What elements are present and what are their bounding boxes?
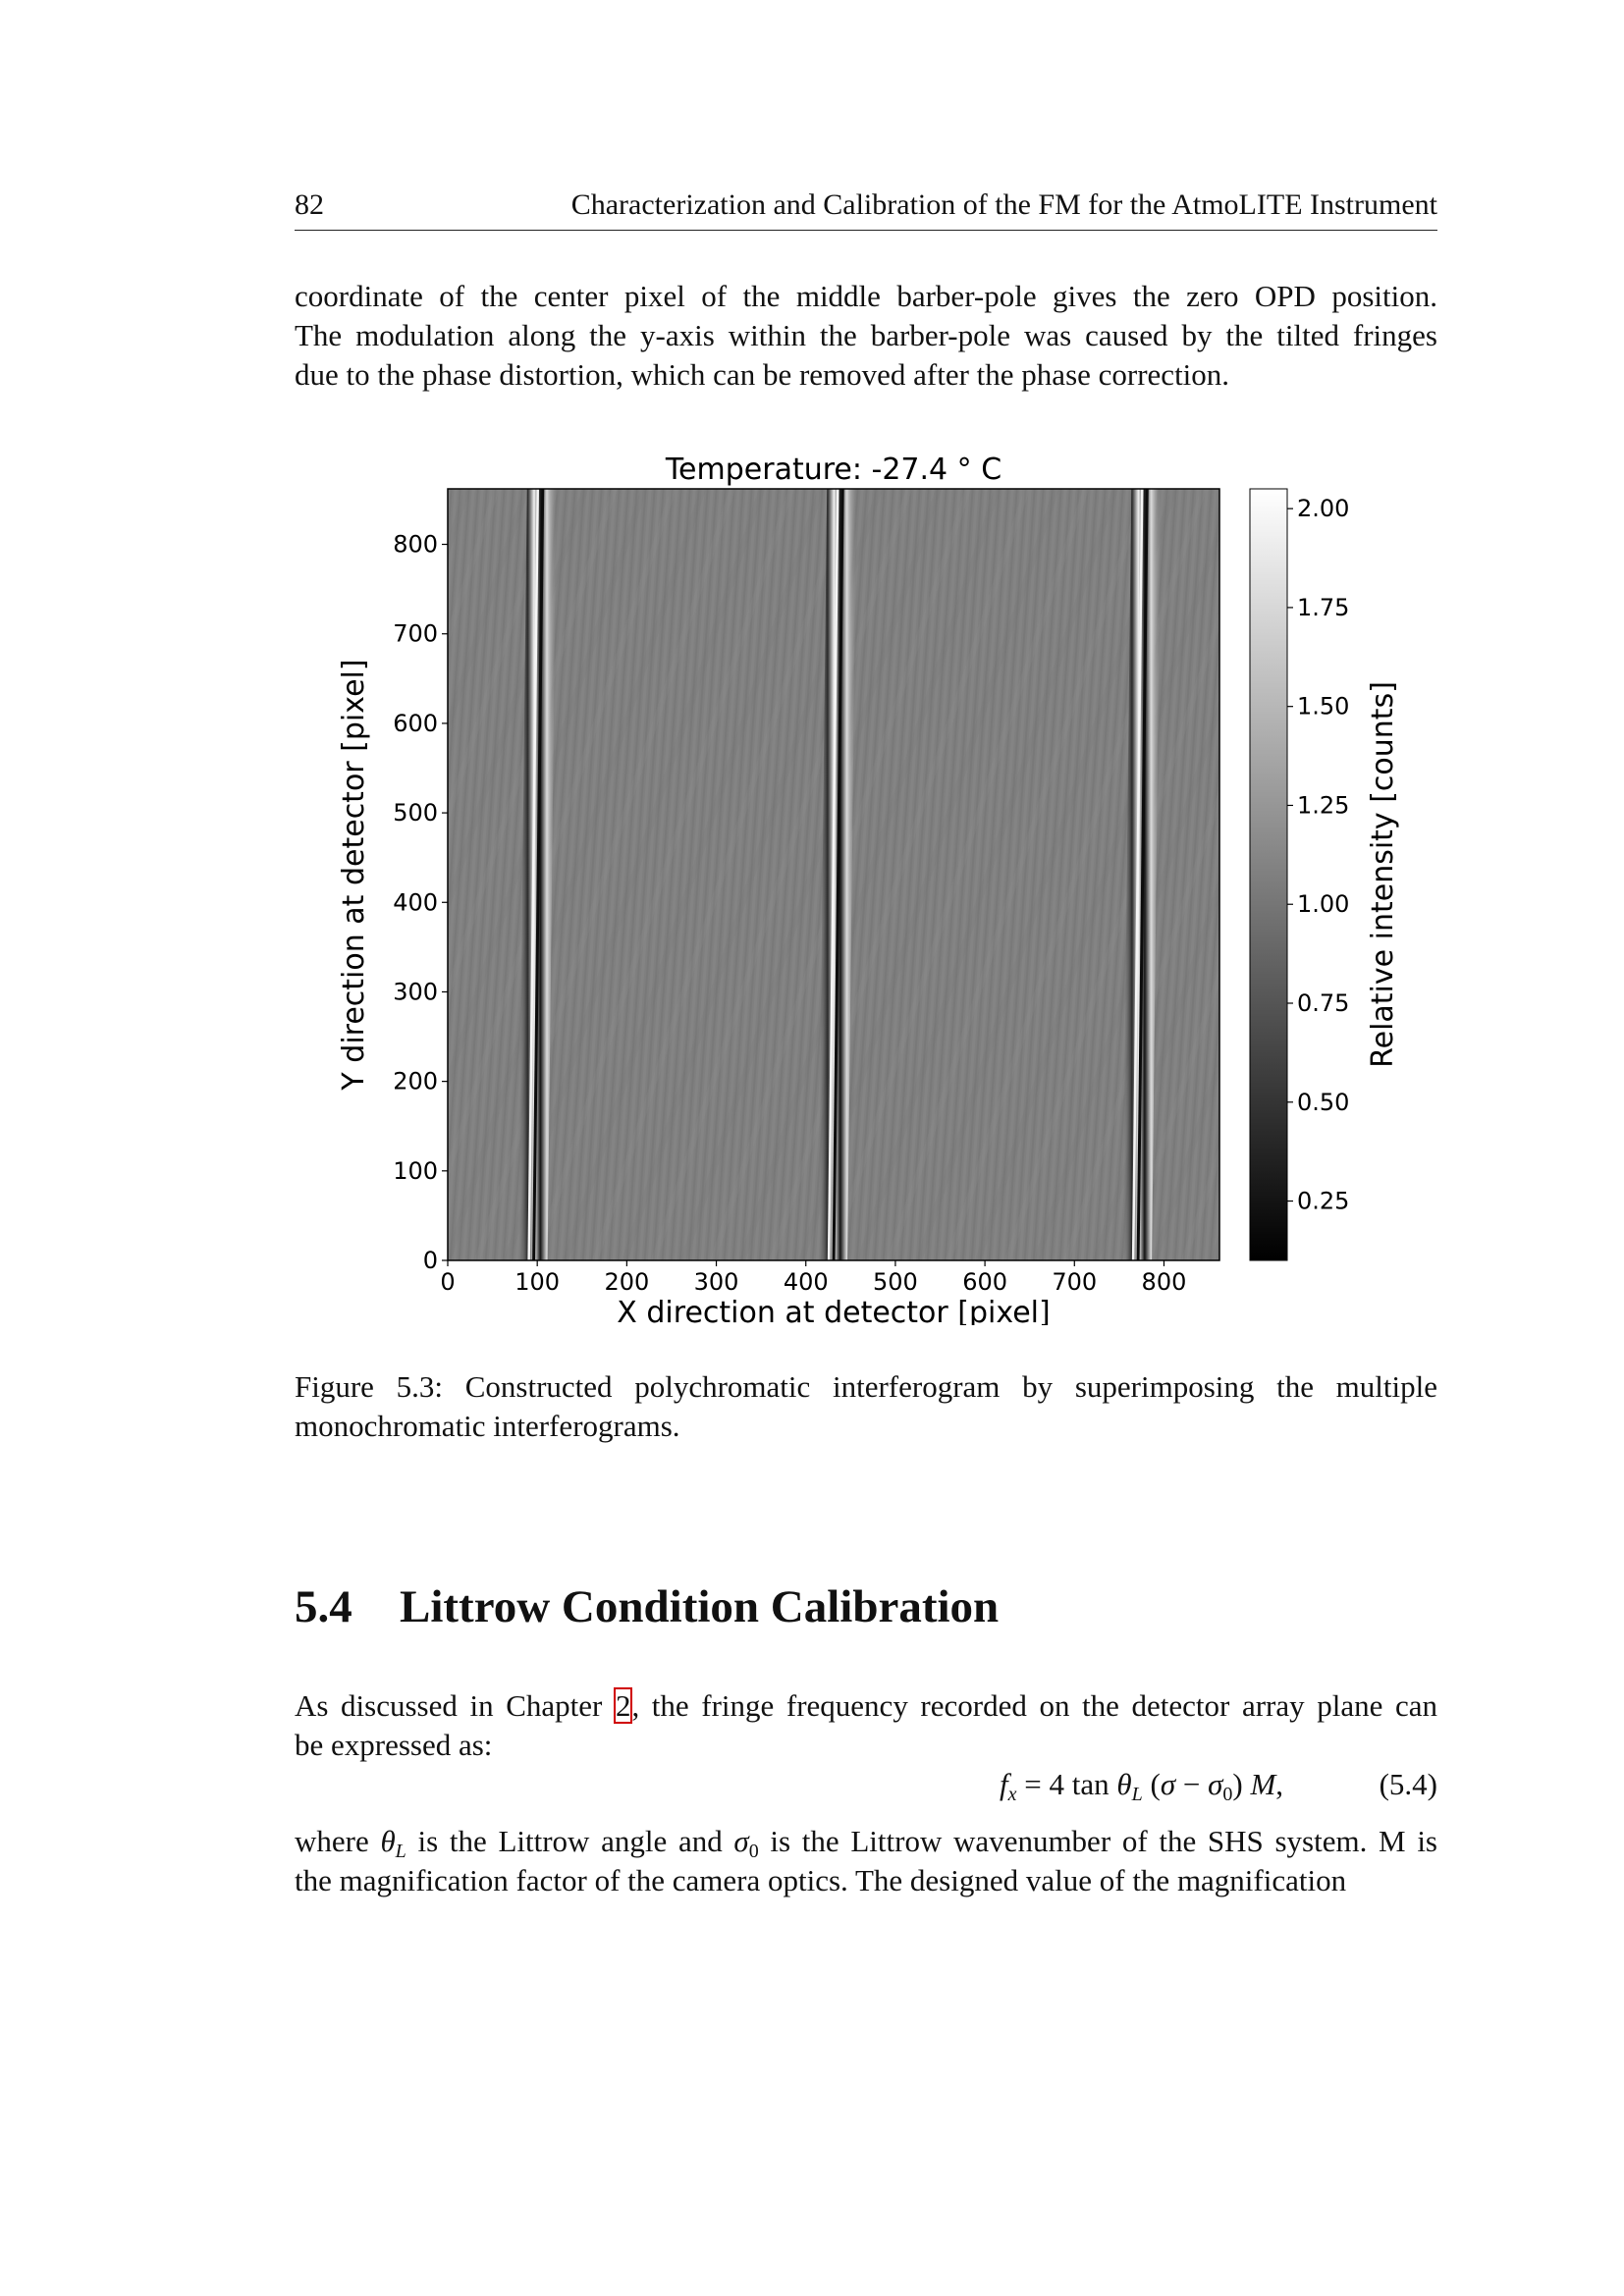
intro-paragraph (295, 277, 1437, 395)
text-line: The modulation along the y-axis within the barber-pole was caused by the tilted fringes (295, 318, 1437, 352)
text-span: is the Littrow angle and (406, 1824, 734, 1858)
page-header (295, 188, 1437, 231)
text-line: be expressed as: (295, 1728, 493, 1762)
colorbar-tick-label: 2.00 (1297, 495, 1350, 523)
y-tick-label: 600 (393, 709, 438, 737)
colorbar-tick-label: 0.75 (1297, 989, 1350, 1017)
x-tick-label: 800 (1141, 1268, 1187, 1296)
interferogram-chart (334, 442, 1414, 1325)
caption-line: Figure 5.3: Constructed polychromatic interferogram by superimposing the multiple (295, 1369, 1437, 1404)
body-paragraph (295, 1686, 1437, 1765)
colorbar-tick-label: 1.50 (1297, 692, 1350, 721)
x-tick-label: 500 (873, 1268, 918, 1296)
text-span: is the Littrow wavenumber of the SHS system. M is (758, 1824, 1437, 1858)
y-tick-label: 100 (393, 1156, 438, 1185)
y-tick-label: 800 (393, 530, 438, 559)
caption-line: monochromatic interferograms. (295, 1409, 680, 1443)
colorbar-tick-label: 1.00 (1297, 890, 1350, 919)
x-tick-label: 400 (783, 1268, 829, 1296)
x-tick-label: 700 (1052, 1268, 1098, 1296)
chapter-reference-link[interactable]: 2 (615, 1688, 631, 1723)
figure-interferogram (334, 442, 1414, 1325)
text-span: where (295, 1824, 381, 1858)
text-line: where $\theta_L$ is the Littrow angle and $\sigma_0$ is the Littrow wavenumber of the SHS system. M is (295, 1824, 1437, 1862)
running-title: Characterization and Calibration of the FM for the AtmoLITE Instrument (570, 188, 1437, 221)
x-axis-label: X direction at detector [pixel] (617, 1296, 1051, 1325)
body-paragraph (295, 1822, 1437, 1900)
text-line (295, 1686, 1437, 1726)
text-line: the magnification factor of the camera optics. The designed value of the magnification (295, 1863, 1347, 1897)
equation-body: $f_x = 4$ $\tan \theta_L$ $(\sigma - \sigma_0)$ M, (1000, 1767, 1284, 1805)
y-tick-label: 200 (393, 1067, 438, 1095)
x-tick-label: 600 (962, 1268, 1008, 1296)
colorbar-tick-label: 0.50 (1297, 1088, 1350, 1116)
x-tick-label: 300 (693, 1268, 739, 1296)
section-title: Littrow Condition Calibration (400, 1581, 1000, 1632)
colorbar-label: Relative intensity [counts] (1366, 681, 1400, 1068)
x-tick-label: 0 (440, 1268, 456, 1296)
text-line: coordinate of the center pixel of the middle barber-pole gives the zero OPD position. (295, 279, 1437, 313)
y-tick-label: 400 (393, 888, 438, 917)
y-tick-label: 500 (393, 799, 438, 828)
text-span: As discussed in Chapter (295, 1688, 615, 1723)
section-number: 5.4 (295, 1581, 352, 1632)
text-line: due to the phase distortion, which can be removed after the phase correction. (295, 357, 1230, 392)
colorbar-tick-label: 1.25 (1297, 791, 1350, 820)
colorbar (1250, 489, 1287, 1260)
section-heading (295, 1580, 999, 1633)
equation-number: (5.4) (1379, 1767, 1437, 1801)
y-tick-label: 300 (393, 978, 438, 1006)
y-tick-label: 700 (393, 619, 438, 648)
figure-caption (295, 1367, 1437, 1446)
equation-5-4 (295, 1767, 1437, 1806)
y-tick-label: 0 (422, 1247, 438, 1274)
text-span: , the fringe frequency recorded on the detector array plane can (631, 1688, 1437, 1723)
page-number: 82 (295, 188, 324, 221)
x-tick-label: 100 (514, 1268, 561, 1296)
colorbar-tick-label: 0.25 (1297, 1187, 1350, 1215)
y-axis-label: Y direction at detector [pixel] (337, 659, 371, 1091)
chart-title: Temperature: -27.4 ° C (665, 453, 1002, 487)
colorbar-tick-label: 1.75 (1297, 593, 1350, 621)
x-tick-label: 200 (604, 1268, 650, 1296)
